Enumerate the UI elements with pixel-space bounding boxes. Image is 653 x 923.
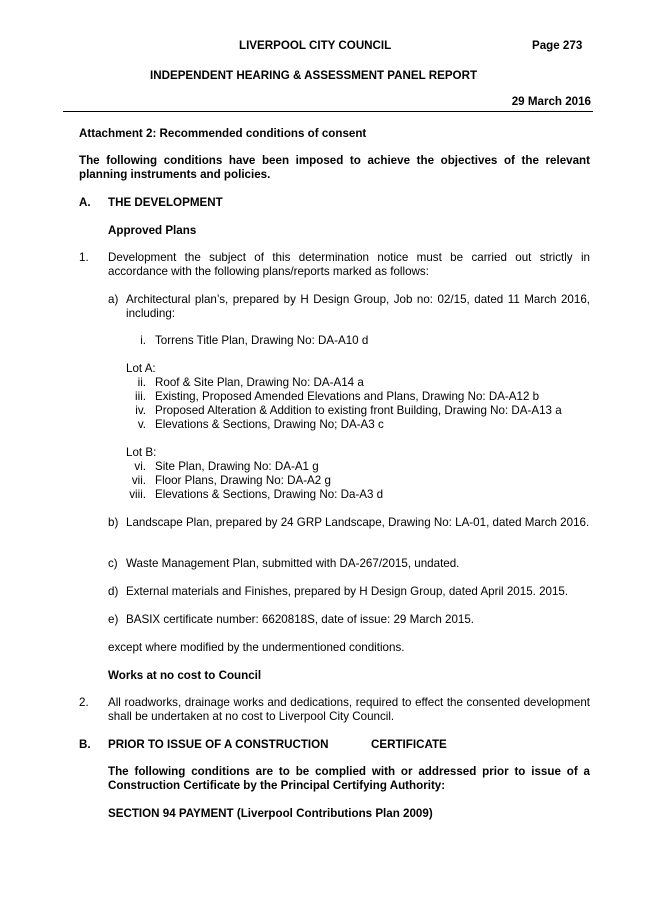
item-c-text: Waste Management Plan, submitted with DA-267/2015, undated. (126, 557, 460, 570)
item-d-marker: d) (108, 585, 119, 598)
plan-i-text: Torrens Title Plan, Drawing No: DA-A10 d (155, 334, 369, 347)
section-a-letter: A. (79, 196, 91, 209)
page-number: Page 273 (532, 39, 583, 52)
works-heading: Works at no cost to Council (108, 669, 262, 682)
plan-text: Elevations & Sections, Drawing No; DA-A3 c (155, 418, 384, 431)
plan-text: Existing, Proposed Amended Elevations and Plans, Drawing No: DA-A12 b (155, 390, 540, 403)
item-e-marker: e) (108, 613, 119, 626)
council-name: LIVERPOOL CITY COUNCIL (239, 39, 392, 52)
plan-text: Floor Plans, Drawing No: DA-A2 g (155, 474, 331, 487)
plan-number: iii. (135, 390, 146, 403)
plan-number: vii. (131, 474, 146, 487)
plan-text: Proposed Alteration & Addition to existing front Building, Drawing No: DA-A13 a (155, 404, 562, 417)
condition-2-text: All roadworks, drainage works and dedications, required to effect the consented development shall be undertaken at no cost to Liverpool City Council. (108, 696, 590, 723)
report-date: 29 March 2016 (511, 95, 591, 108)
item-d-text: External materials and Finishes, prepared by H Design Group, dated April 2015. 2015. (126, 585, 569, 598)
plan-number: ii. (137, 376, 146, 389)
condition-1-number: 1. (79, 251, 89, 264)
item-b-marker: b) (108, 516, 119, 529)
condition-2-number: 2. (79, 696, 89, 709)
section-a-title: THE DEVELOPMENT (108, 196, 223, 209)
section-b-title-part2: CERTIFICATE (371, 738, 447, 751)
item-a-marker: a) (108, 293, 119, 306)
section-b-letter: B. (79, 738, 91, 751)
condition-1-text: Development the subject of this determination notice must be carried out strictly in accordance with the following plans/reports marked as follows: (108, 251, 590, 278)
header-divider (63, 111, 593, 112)
plan-text: Elevations & Sections, Drawing No: Da-A3 d (155, 488, 384, 501)
report-title: INDEPENDENT HEARING & ASSESSMENT PANEL REPORT (150, 69, 478, 82)
except-note: except where modified by the undermentioned conditions. (108, 641, 405, 654)
plan-number: viii. (129, 488, 146, 501)
plan-text: Roof & Site Plan, Drawing No: DA-A14 a (155, 376, 364, 389)
s94-heading: SECTION 94 PAYMENT (Liverpool Contributions Plan 2009) (108, 807, 433, 820)
plan-number: vi. (134, 460, 146, 473)
plan-number: iv. (135, 404, 146, 417)
lot-b-label: Lot B: (126, 446, 157, 459)
plan-number: v. (137, 418, 146, 431)
attachment-title: Attachment 2: Recommended conditions of consent (79, 127, 367, 140)
item-a-text: Architectural plan’s, prepared by H Design Group, Job no: 02/15, dated 11 March 2016, including: (126, 293, 590, 320)
section-b-title-part1: PRIOR TO ISSUE OF A CONSTRUCTION (108, 738, 329, 751)
item-b-text: Landscape Plan, prepared by 24 GRP Landscape, Drawing No: LA-01, dated March 2016. (126, 516, 590, 529)
approved-plans-heading: Approved Plans (108, 224, 197, 237)
item-e-text: BASIX certificate number: 6620818S, date of issue: 29 March 2015. (126, 613, 475, 626)
section-b-intro: The following conditions are to be complied with or addressed prior to issue of a Construction Certificate by the Principal Certifying Authority: (108, 765, 590, 792)
intro-paragraph: The following conditions have been imposed to achieve the objectives of the relevant planning instruments and policies. (79, 154, 590, 181)
plan-i-number: i. (140, 334, 146, 347)
lot-a-label: Lot A: (126, 362, 156, 375)
item-c-marker: c) (108, 557, 118, 570)
plan-text: Site Plan, Drawing No: DA-A1 g (155, 460, 319, 473)
